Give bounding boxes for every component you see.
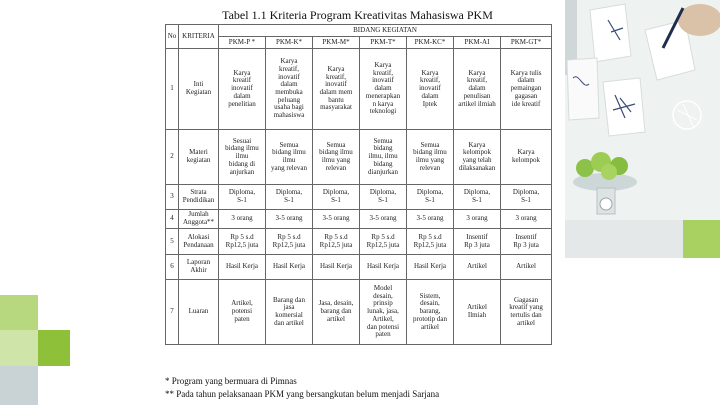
table-cell: Hasil Kerja	[219, 255, 266, 280]
table-row	[166, 49, 552, 130]
header-program: PKM-K*	[266, 37, 313, 49]
table-cell: Rp 5 s.d Rp12,5 juta	[219, 229, 266, 255]
row-kriteria: Laporan Akhir	[179, 255, 219, 280]
table-cell: 3-5 orang	[266, 210, 313, 229]
row-number: 7	[166, 280, 179, 345]
deco-square-grey	[0, 366, 38, 405]
row-kriteria: Luaran	[179, 280, 219, 345]
table-cell: Semua bidang ilmu ilmu yang relevan	[407, 130, 454, 185]
table-cell: Karya kreatif, inovatif dalam membuka peluang usaha bagi mahasiswa	[266, 49, 313, 130]
table-cell: Rp 5 s.d Rp12,5 juta	[360, 229, 407, 255]
row-kriteria: Jumlah Anggota**	[179, 210, 219, 229]
deco-square-dark-green	[38, 330, 70, 366]
table-cell: 3-5 orang	[360, 210, 407, 229]
table-title: Tabel 1.1 Kriteria Program Kreativitas Mahasiswa PKM	[222, 8, 493, 22]
table-cell: 3-5 orang	[313, 210, 360, 229]
table-cell: Karya kelompok yang telah dilaksanakan	[454, 130, 501, 185]
header-program: PKM-GT*	[501, 37, 552, 49]
table-cell: 3 orang	[219, 210, 266, 229]
row-kriteria: Strata Pendidikan	[179, 185, 219, 210]
table-cell: Hasil Kerja	[266, 255, 313, 280]
header-program: PKM-AI	[454, 37, 501, 49]
row-kriteria: Materi kegiatan	[179, 130, 219, 185]
decorative-photo	[565, 0, 720, 220]
header-program: PKM-KC*	[407, 37, 454, 49]
header-kriteria: KRITERIA	[179, 25, 219, 49]
table-cell: Karya kelompok	[501, 130, 552, 185]
photo-illustration	[565, 0, 720, 220]
table-row	[166, 185, 552, 210]
row-number: 4	[166, 210, 179, 229]
table-cell: Insentif Rp 3 juta	[454, 229, 501, 255]
table-cell: Rp 5 s.d Rp12,5 juta	[407, 229, 454, 255]
row-number: 1	[166, 49, 179, 130]
table-cell: Diploma, S-1	[360, 185, 407, 210]
table-row	[166, 280, 552, 345]
header-program: PKM-P *	[219, 37, 266, 49]
table-cell: Semua bidang ilmu ilmu yang relevan	[313, 130, 360, 185]
header-no: No	[166, 25, 179, 49]
table-cell: Rp 5 s.d Rp12,5 juta	[266, 229, 313, 255]
row-number: 2	[166, 130, 179, 185]
table-cell: Barang dan jasa komersial dan artikel	[266, 280, 313, 345]
table-cell: Artikel, potensi paten	[219, 280, 266, 345]
table-row	[166, 229, 552, 255]
footnote-pimnas: * Program yang bermuara di Pimnas	[165, 376, 297, 386]
table-cell: Hasil Kerja	[313, 255, 360, 280]
table-cell: Karya kreatif inovatif dalam penelitian	[219, 49, 266, 130]
table-cell: Karya kreatif, inovatif dalam Iptek	[407, 49, 454, 130]
table-cell: Model desain, prinsip lunak, jasa, Artikel, dan potensi paten	[360, 280, 407, 345]
table-row	[166, 255, 552, 280]
table-cell: Rp 5 s.d Rp12,5 juta	[313, 229, 360, 255]
table-cell: 3-5 orang	[407, 210, 454, 229]
table-cell: Diploma, S-1	[219, 185, 266, 210]
table-cell: Jasa, desain, barang dan artikel	[313, 280, 360, 345]
table-cell: Karya kreatif, inovatif dalam mem bantu masyarakat	[313, 49, 360, 130]
row-number: 3	[166, 185, 179, 210]
row-number: 5	[166, 229, 179, 255]
document-page	[150, 0, 565, 405]
table-cell: Diploma, S-1	[407, 185, 454, 210]
footnote-sarjana: ** Pada tahun pelaksanaan PKM yang bersangkutan belum menjadi Sarjana	[165, 389, 440, 399]
table-cell: 3 orang	[454, 210, 501, 229]
table-cell: Semua bidang ilmu ilmu yang relevan	[266, 130, 313, 185]
table-cell: Semua bidang ilmu, ilmu bidang dianjurkan	[360, 130, 407, 185]
row-kriteria: Alokasi Pendanaan	[179, 229, 219, 255]
deco-square-grey-right	[565, 220, 683, 258]
table-cell: Sistem, desain, barang, prototip dan artikel	[407, 280, 454, 345]
table-cell: Artikel	[501, 255, 552, 280]
header-program: PKM-M*	[313, 37, 360, 49]
table-cell: Artikel Ilmiah	[454, 280, 501, 345]
deco-square-light-green-2	[0, 330, 38, 366]
table-row	[166, 130, 552, 185]
deco-square-green-right	[683, 220, 720, 258]
table-cell: Karya kreatif, dalam penulisan artikel ilmiah	[454, 49, 501, 130]
header-bidang-kegiatan: BIDANG KEGIATAN	[219, 25, 552, 37]
table-cell: Artikel	[454, 255, 501, 280]
table-cell: Diploma, S-1	[501, 185, 552, 210]
row-kriteria: Inti Kegiatan	[179, 49, 219, 130]
table-cell: Diploma, S-1	[454, 185, 501, 210]
table-cell: Hasil Kerja	[407, 255, 454, 280]
table-cell: Diploma, S-1	[266, 185, 313, 210]
table-cell: Gagasan kreatif yang tertulis dan artikel	[501, 280, 552, 345]
table-cell: Hasil Kerja	[360, 255, 407, 280]
table-cell: Karya tulis dalam pemaingan gagasan ide kreatif	[501, 49, 552, 130]
table-row	[166, 210, 552, 229]
row-number: 6	[166, 255, 179, 280]
table-cell: 3 orang	[501, 210, 552, 229]
table-cell: Insentif Rp 3 juta	[501, 229, 552, 255]
criteria-table	[165, 24, 552, 345]
table-cell: Diploma, S-1	[313, 185, 360, 210]
deco-square-light-green	[0, 295, 38, 330]
table-cell: Karya kreatif, inovatif dalam menerapkan n karya teknologi	[360, 49, 407, 130]
header-program: PKM-T*	[360, 37, 407, 49]
table-cell: Sesuai bidang ilmu ilmu bidang di anjurkan	[219, 130, 266, 185]
